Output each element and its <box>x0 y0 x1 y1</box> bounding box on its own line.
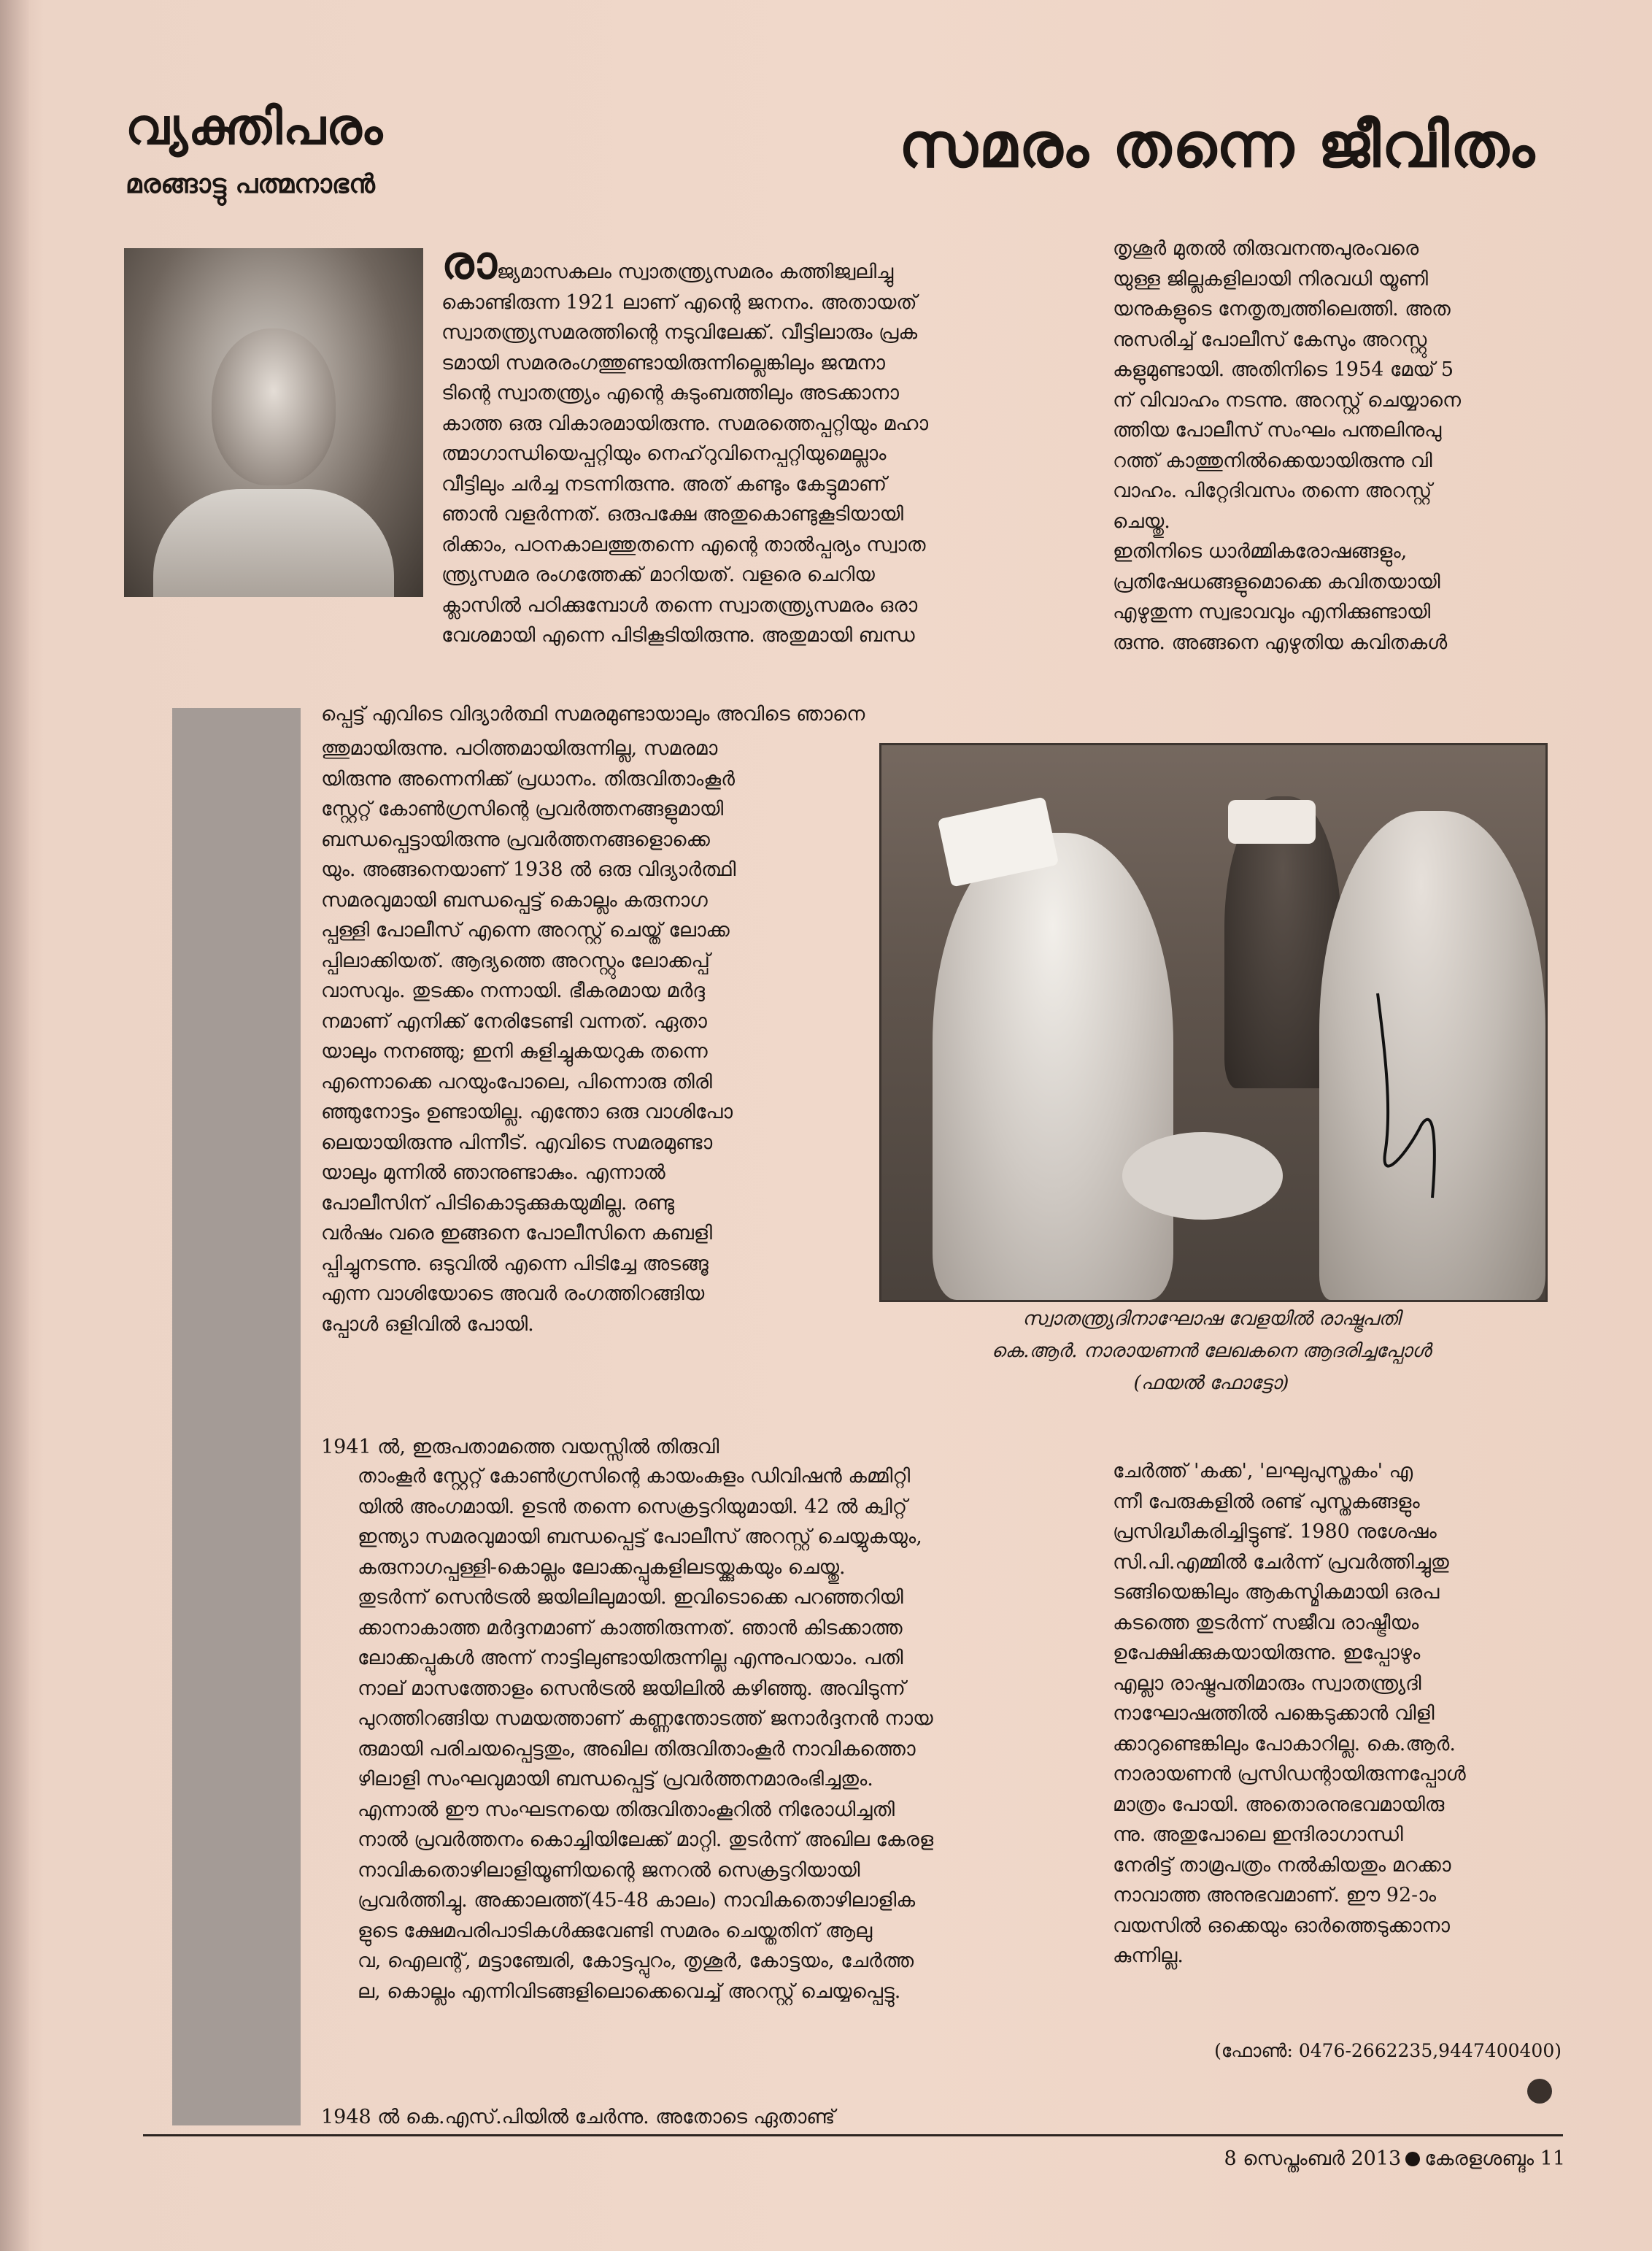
footer-separator-dot <box>1405 2152 1420 2166</box>
footer-page-number: 11 <box>1540 2147 1565 2170</box>
article-headline: സമരം തന്നെ ജീവിതം <box>898 109 1536 181</box>
article-column-3: താംകൂർ സ്റ്റേറ്റ് കോൺഗ്രസിന്റെ കായംകുളം ഡിവിഷൻ കമ്മിറ്റി യിൽ അംഗമായി. ഉടൻ തന്നെ സെക്രട്ടറിയുമായി. 42 ൽ ക്വിറ്റ് ഇന്ത്യാ സമരവുമായി ബന്ധപ്പെട്ട് പോലീസ് അറസ്റ്റ് ചെയ്യുകയും, കരുനാഗപ്പള്ളി-കൊല്ലം ലോക്കപ്പുകളിലടയ്ക്കുകയും ചെയ്തു. തുടർന്ന് സെൻട്രൽ ജയിലിലുമായി. ഇവിടൊക്കെ പറഞ്ഞറിയി ക്കാനാകാത്ത മർദ്ദനമാണ് കാത്തിരുന്നത്. ഞാൻ കിടക്കാത്ത ലോക്കപ്പുകൾ അന്ന് നാട്ടിലുണ്ടായിരുന്നില്ല എന്നുപറയാം. പതി നാല് മാസത്തോളം സെൻട്രൽ ജയിലിൽ കഴിഞ്ഞു. അവിടുന്ന് പുറത്തിറങ്ങിയ സമയത്താണ് കണ്ണന്തോടത്ത് ജനാർദ്ദനൻ നായ രുമായി പരിചയപ്പെട്ടതും, അഖില തിരുവിതാംകൂർ നാവികത്തൊ ഴിലാളി സംഘവുമായി ബന്ധപ്പെട്ട് പ്രവർത്തനമാരംഭിച്ചതും. എന്നാൽ ഈ സംഘടനയെ തിരുവിതാംകൂറിൽ നിരോധിച്ചതി നാൽ പ്രവർത്തനം കൊച്ചിയിലേക്ക് മാറ്റി. തുടർന്ന് അഖില കേരള നാവികതൊഴിലാളിയൂണിയന്റെ ജനറൽ സെക്രട്ടറിയായി പ്രവർത്തിച്ചു. അക്കാലത്ത്(45-48 കാലം) നാവികതൊഴിലാളിക ളുടെ ക്ഷേമപരിപാടികൾക്കുവേണ്ടി സമരം ചെയ്തതിന് ആലു വ, ഐലന്റ്, മട്ടാഞ്ചേരി, കോട്ടപ്പുറം, തൃശൂർ, കോട്ടയം, ചേർത്ത ല, കൊല്ലം എന്നിവിടങ്ങളിലൊക്കെവെച്ച് അറസ്റ്റ് ചെയ്യപ്പെട്ടു. <box>358 1465 934 2003</box>
article-col1-continuation: പ്പെട്ട് എവിടെ വിദ്യാർത്ഥി സമരമുണ്ടായാലും അവിടെ ഞാനെ <box>321 703 865 726</box>
footer-rule <box>143 2134 1563 2136</box>
decorative-grey-band <box>172 708 301 2125</box>
author-portrait <box>124 248 423 597</box>
portrait-shirt <box>153 489 394 597</box>
ceremony-photo <box>879 743 1548 1302</box>
author-byline: മരങ്ങാട്ടു പത്മനാഭൻ <box>126 169 375 199</box>
section-label: വ്യക്തിപരം <box>126 99 384 156</box>
article-column-2: ത്തുമായിരുന്നു. പഠിത്തമായിരുന്നില്ല, സമരമാ യിരുന്നു അന്നെനിക്ക് പ്രധാനം. തിരുവിതാംകൂർ സ്റ്റേറ്റ് കോൺഗ്രസിന്റെ പ്രവർത്തനങ്ങളുമായി ബന്ധപ്പെട്ടായിരുന്നു പ്രവർത്തനങ്ങളൊക്കെ യും. അങ്ങനെയാണ് 1938 ൽ ഒരു വിദ്യാർത്ഥി സമരവുമായി ബന്ധപ്പെട്ട് കൊല്ലം കരുനാഗ പ്പള്ളി പോലീസ് എന്നെ അറസ്റ്റ് ചെയ്ത് ലോക്ക പ്പിലാക്കിയത്. ആദ്യത്തെ അറസ്റ്റും ലോക്കപ്പ് വാസവും. തുടക്കം നന്നായി. ഭീകരമായ മർദ്ദ നമാണ് എനിക്ക് നേരിടേണ്ടി വന്നത്. ഏതാ യാലും നനഞ്ഞു; ഇനി കുളിച്ചുകയറുക തന്നെ എന്നൊക്കെ പറയുംപോലെ, പിന്നൊരു തിരി ഞ്ഞുനോട്ടം ഉണ്ടായില്ല. എന്തോ ഒരു വാശിപോ ലെയായിരുന്നു പിന്നീട്. എവിടെ സമരമുണ്ടാ യാലും മുന്നിൽ ഞാനുണ്ടാകും. എന്നാൽ പോലീസിന് പിടികൊടുക്കുകയുമില്ല. രണ്ടു വർഷം വരെ ഇങ്ങനെ പോലീസിനെ കബളി പ്പിച്ചുനടന്നു. ഒടുവിൽ എന്നെ പിടിച്ചേ അടങ്ങൂ എന്ന വാശിയോടെ അവർ രംഗത്തിറങ്ങിയ പ്പോൾ ഒളിവിൽ പോയി. <box>321 737 736 1336</box>
phone-number: (ഫോൺ: 0476-2662235,9447400400) <box>1214 2040 1562 2061</box>
article-column-right-bottom: ചേർത്ത് 'കക്ക', 'ലഘുപുസ്തകം' എ ന്നീ പേരുകളിൽ രണ്ട് പുസ്തകങ്ങളും പ്രസിദ്ധീകരിച്ചിട്ടുണ്ട്. 1980 നുശേഷം സി.പി.എമ്മിൽ ചേർന്ന് പ്രവർത്തിച്ചുതു ടങ്ങിയെങ്കിലും ആകസ്മികമായി ഒരപ കടത്തെ തുടർന്ന് സജീവ രാഷ്ട്രീയം ഉപേക്ഷിക്കുകയായിരുന്നു. ഇപ്പോഴും എല്ലാ രാഷ്ട്രപതിമാരും സ്വാതന്ത്ര്യദി നാഘോഷത്തിൽ പങ്കെടുക്കാൻ വിളി ക്കാറുണ്ടെങ്കിലും പോകാറില്ല. കെ.ആർ. നാരായണൻ പ്രസിഡന്റായിരുന്നപ്പോൾ മാത്രം പോയി. അതൊരനുഭവമായിരു ന്നു. അതുപോലെ ഇന്ദിരാഗാന്ധി നേരിട്ട് താമ്രപത്രം നൽകിയതും മറക്കാ നാവാത്ത അനുഭവമാണ്. ഈ 92-ാം വയസിൽ ഒക്കെയും ഓർത്തെടുക്കാനാ കുന്നില്ല. <box>1113 1460 1466 1967</box>
portrait-face <box>212 328 336 485</box>
article-column-right-top: തൃശൂർ മുതൽ തിരുവനന്തപുരംവരെ യുള്ള ജില്ലകളിലായി നിരവധി യൂണി യനുകളുടെ നേതൃത്വത്തിലെത്തി. അത നുസരിച്ച് പോലീസ് കേസും അറസ്റ്റു കളുമുണ്ടായി. അതിനിടെ 1954 മേയ് 5 ന് വിവാഹം നടന്നു. അറസ്റ്റ് ചെയ്യാനെ ത്തിയ പോലീസ് സംഘം പന്തലിനുപു റത്ത് കാത്തുനിൽക്കെയായിരുന്നു വി വാഹം. പിറ്റേദിവസം തന്നെ അറസ്റ്റ് ചെയ്തു. ഇതിനിടെ ധാർമ്മികരോഷങ്ങളും, പ്രതിഷേധങ്ങളുമൊക്കെ കവിതയായി എഴുതുന്ന സ്വഭാവവും എനിക്കുണ്ടായി രുന്നു. അങ്ങനെ എഴുതിയ കവിതകൾ <box>1113 237 1462 654</box>
drop-cap: രാ <box>441 236 497 289</box>
article-column-1 <box>441 236 1084 679</box>
page-footer <box>1113 2147 1565 2171</box>
pen-mark-scribble <box>881 745 1545 1300</box>
end-of-article-dot <box>1527 2079 1552 2104</box>
footer-date: 8 സെപ്തംബർ 2013 <box>1224 2147 1402 2170</box>
article-column-3-tail: 1948 ൽ കെ.എസ്.പിയിൽ ചേർന്നു. അതോടെ ഏതാണ്ട് <box>321 2106 835 2128</box>
photo-caption: സ്വാതന്ത്ര്യദിനാഘോഷ വേളയിൽ രാഷ്ട്രപതി കെ.ആർ. നാരായണൻ ലേഖകനെ ആദരിച്ചപ്പോൾ (ഫയൽ ഫോട്ടോ) <box>991 1308 1432 1394</box>
article-col1-text: ജ്യമാസകലം സ്വാതന്ത്ര്യസമരം കത്തിജ്വലിച്ചു കൊണ്ടിരുന്ന 1921 ലാണ് എന്റെ ജനനം. അതായത് സ്വാതന്ത്ര്യസമരത്തിന്റെ നടുവിലേക്ക്. വീട്ടിലാരും പ്രക ടമായി സമരരംഗത്തുണ്ടായിരുന്നില്ലെങ്കിലും ജന്മനാ ടിന്റെ സ്വാതന്ത്ര്യം എന്റെ കുടുംബത്തിലും അടക്കാനാ കാത്ത ഒരു വികാരമായിരുന്നു. സമരത്തെപ്പറ്റിയും മഹാ ത്മാഗാന്ധിയെപ്പറ്റിയും നെഹ്‌റുവിനെപ്പറ്റിയുമെല്ലാം വീട്ടിലും ചർച്ച നടന്നിരുന്നു. അത് കണ്ടും കേട്ടുമാണ് ഞാൻ വളർന്നത്. ഒരുപക്ഷേ അതുകൊണ്ടുകൂടിയായി രിക്കാം, പഠനകാലത്തുതന്നെ എന്റെ താൽപ്പര്യം സ്വാത ന്ത്ര്യസമര രംഗത്തേക്ക് മാറിയത്. വളരെ ചെറിയ ക്ലാസിൽ പഠിക്കുമ്പോൾ തന്നെ സ്വാതന്ത്ര്യസമരം ഒരാ വേശമായി എന്നെ പിടികൂടിയിരുന്നു. അതുമായി ബന്ധ <box>441 261 929 647</box>
footer-magazine-name: കേരളശബ്ദം <box>1424 2147 1535 2170</box>
page-binding-edge <box>0 0 29 2251</box>
article-col3-lead: 1941 ൽ, ഇരുപതാമത്തെ വയസ്സിൽ തിരുവി <box>321 1436 719 1458</box>
